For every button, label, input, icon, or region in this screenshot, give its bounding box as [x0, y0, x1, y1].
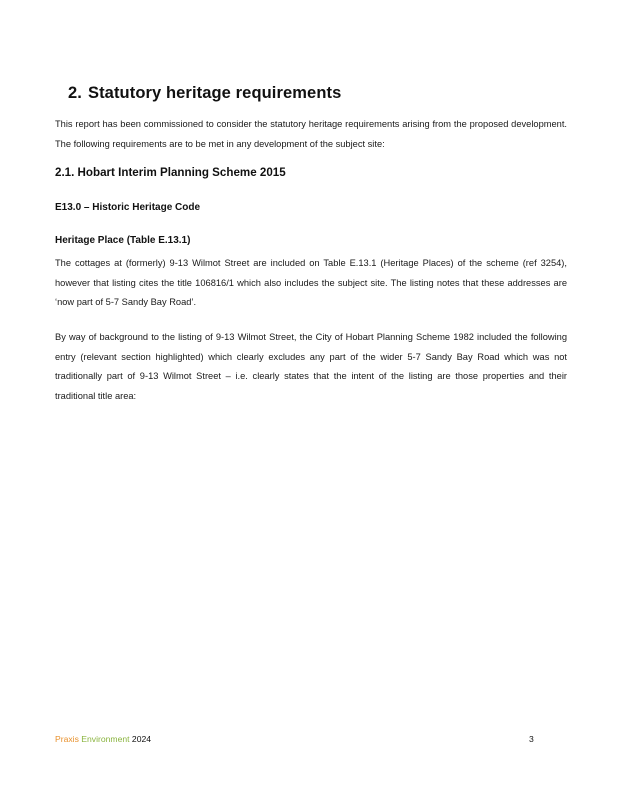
footer-brand-praxis: Praxis [55, 734, 79, 744]
section-heading [68, 84, 341, 103]
section-number: 2. [68, 84, 82, 102]
section-title: Statutory heritage requirements [87, 84, 342, 102]
subsection-heading: 2.1. Hobart Interim Planning Scheme 2015 [55, 166, 286, 179]
body-paragraph-2: By way of background to the listing of 9-13 Wilmot Street, the City of Hobart Planning Scheme 1982 included the following entry (relevant section highlighted) which clearly excludes any part of the wider 5-7 Sandy Bay Road which was not traditionally part of 9-13 Wilmot Street – i.e. clearly states that the intent of the listing are those properties and their traditional title area: [55, 332, 567, 401]
page-number: 3 [529, 734, 534, 744]
body-paragraph-1: The cottages at (formerly) 9-13 Wilmot Street are included on Table E.13.1 (Heritage Places) of the scheme (ref 3254), however that listing cites the title 106816/1 which also includes the subject site. The listing notes that these addresses are ‘now part of 5-7 Sandy Bay Road’. [55, 258, 567, 307]
intro-paragraph: This report has been commissioned to consider the statutory heritage requirements arising from the proposed development. The following requirements are to be met in any development of the subject site: [55, 119, 567, 149]
footer-brand [55, 734, 151, 744]
heritage-place-heading: Heritage Place (Table E.13.1) [55, 235, 191, 246]
footer-brand-environment: Environment [81, 734, 130, 744]
code-heading: E13.0 – Historic Heritage Code [55, 202, 201, 213]
footer-year: 2024 [131, 734, 152, 744]
